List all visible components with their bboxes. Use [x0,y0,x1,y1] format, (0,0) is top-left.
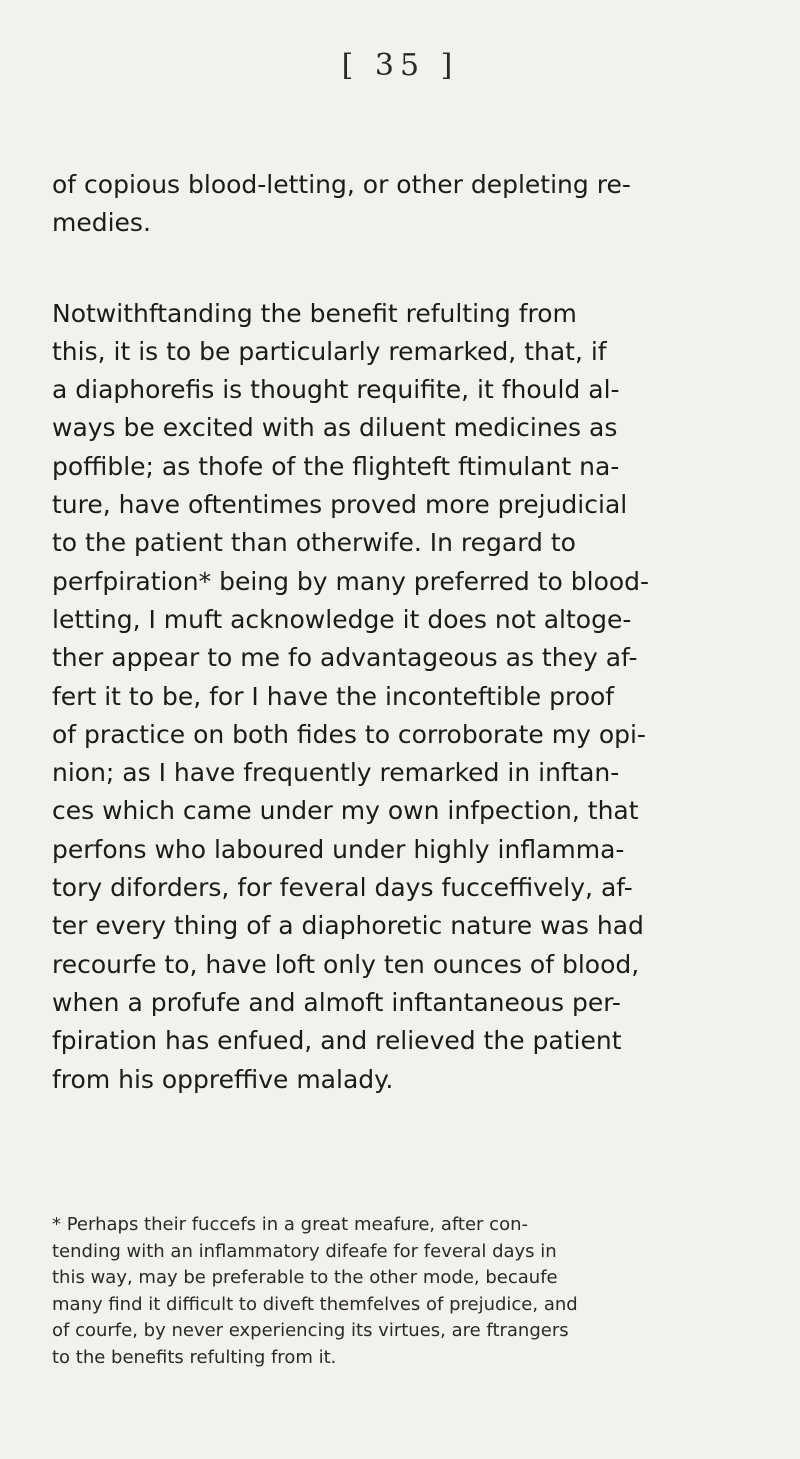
text-line: ther appear to me fo advantageous as they af- [52,643,638,673]
text-line: recourfe to, have loft only ten ounces of blood, [52,949,640,979]
paragraph-2 [52,295,772,1099]
footnote-line: this way, may be preferable to the other mode, becaufe [52,1267,558,1289]
text-line: fpiration has enfued, and relieved the patient [52,1026,622,1056]
text-line: ture, have oftentimes proved more prejudicial [52,490,628,520]
text-line: tory diforders, for feveral days fucceffively, af- [52,873,633,903]
page-number: [ 35 ] [341,48,459,83]
footnote-line: * Perhaps their fuccefs in a great meafure, after con- [52,1214,528,1235]
text-line: poffible; as thofe of the flighteft ftimulant na- [52,451,620,481]
text-line: perfons who laboured under highly inflamma- [52,834,625,864]
text-line: of copious blood-letting, or other depleting re- [52,170,631,199]
text-line: Notwithftanding the benefit refulting from [52,298,577,328]
text-line: letting, I muft acknowledge it does not altoge- [52,604,632,634]
main-text [52,166,772,1099]
text-line: a diaphorefis is thought requifite, it fhould al- [52,375,620,405]
footnote-line: of courfe, by never experiencing its virtues, are ftrangers [52,1320,569,1342]
text-line: this, it is to be particularly remarked, that, if [52,336,607,366]
text-line: of practice on both fides to corroborate my opi- [52,719,646,749]
paragraph-1 [52,166,772,243]
text-line: nion; as I have frequently remarked in inftan- [52,758,620,788]
footnote [52,1212,772,1372]
text-line: medies. [52,208,151,238]
text-line: fert it to be, for I have the inconteftible proof [52,681,615,711]
text-line: ways be excited with as diluent medicines as [52,413,618,443]
footnote-line: to the benefits refulting from it. [52,1346,337,1368]
text-line: ter every thing of a diaphoretic nature was had [52,911,644,941]
text-line: to the patient than otherwife. In regard to [52,528,576,558]
text-line: when a profufe and almoft inftantaneous per- [52,987,621,1017]
text-line: ces which came under my own infpection, that [52,796,639,826]
text-line: perfpiration* being by many preferred to blood- [52,566,650,596]
text-line: from his oppreffive malady. [52,1064,394,1094]
footnote-line: tending with an inflammatory difeafe for feveral days in [52,1240,557,1262]
footnote-line: many find it difficult to diveft themfelves of prejudice, and [52,1293,578,1315]
